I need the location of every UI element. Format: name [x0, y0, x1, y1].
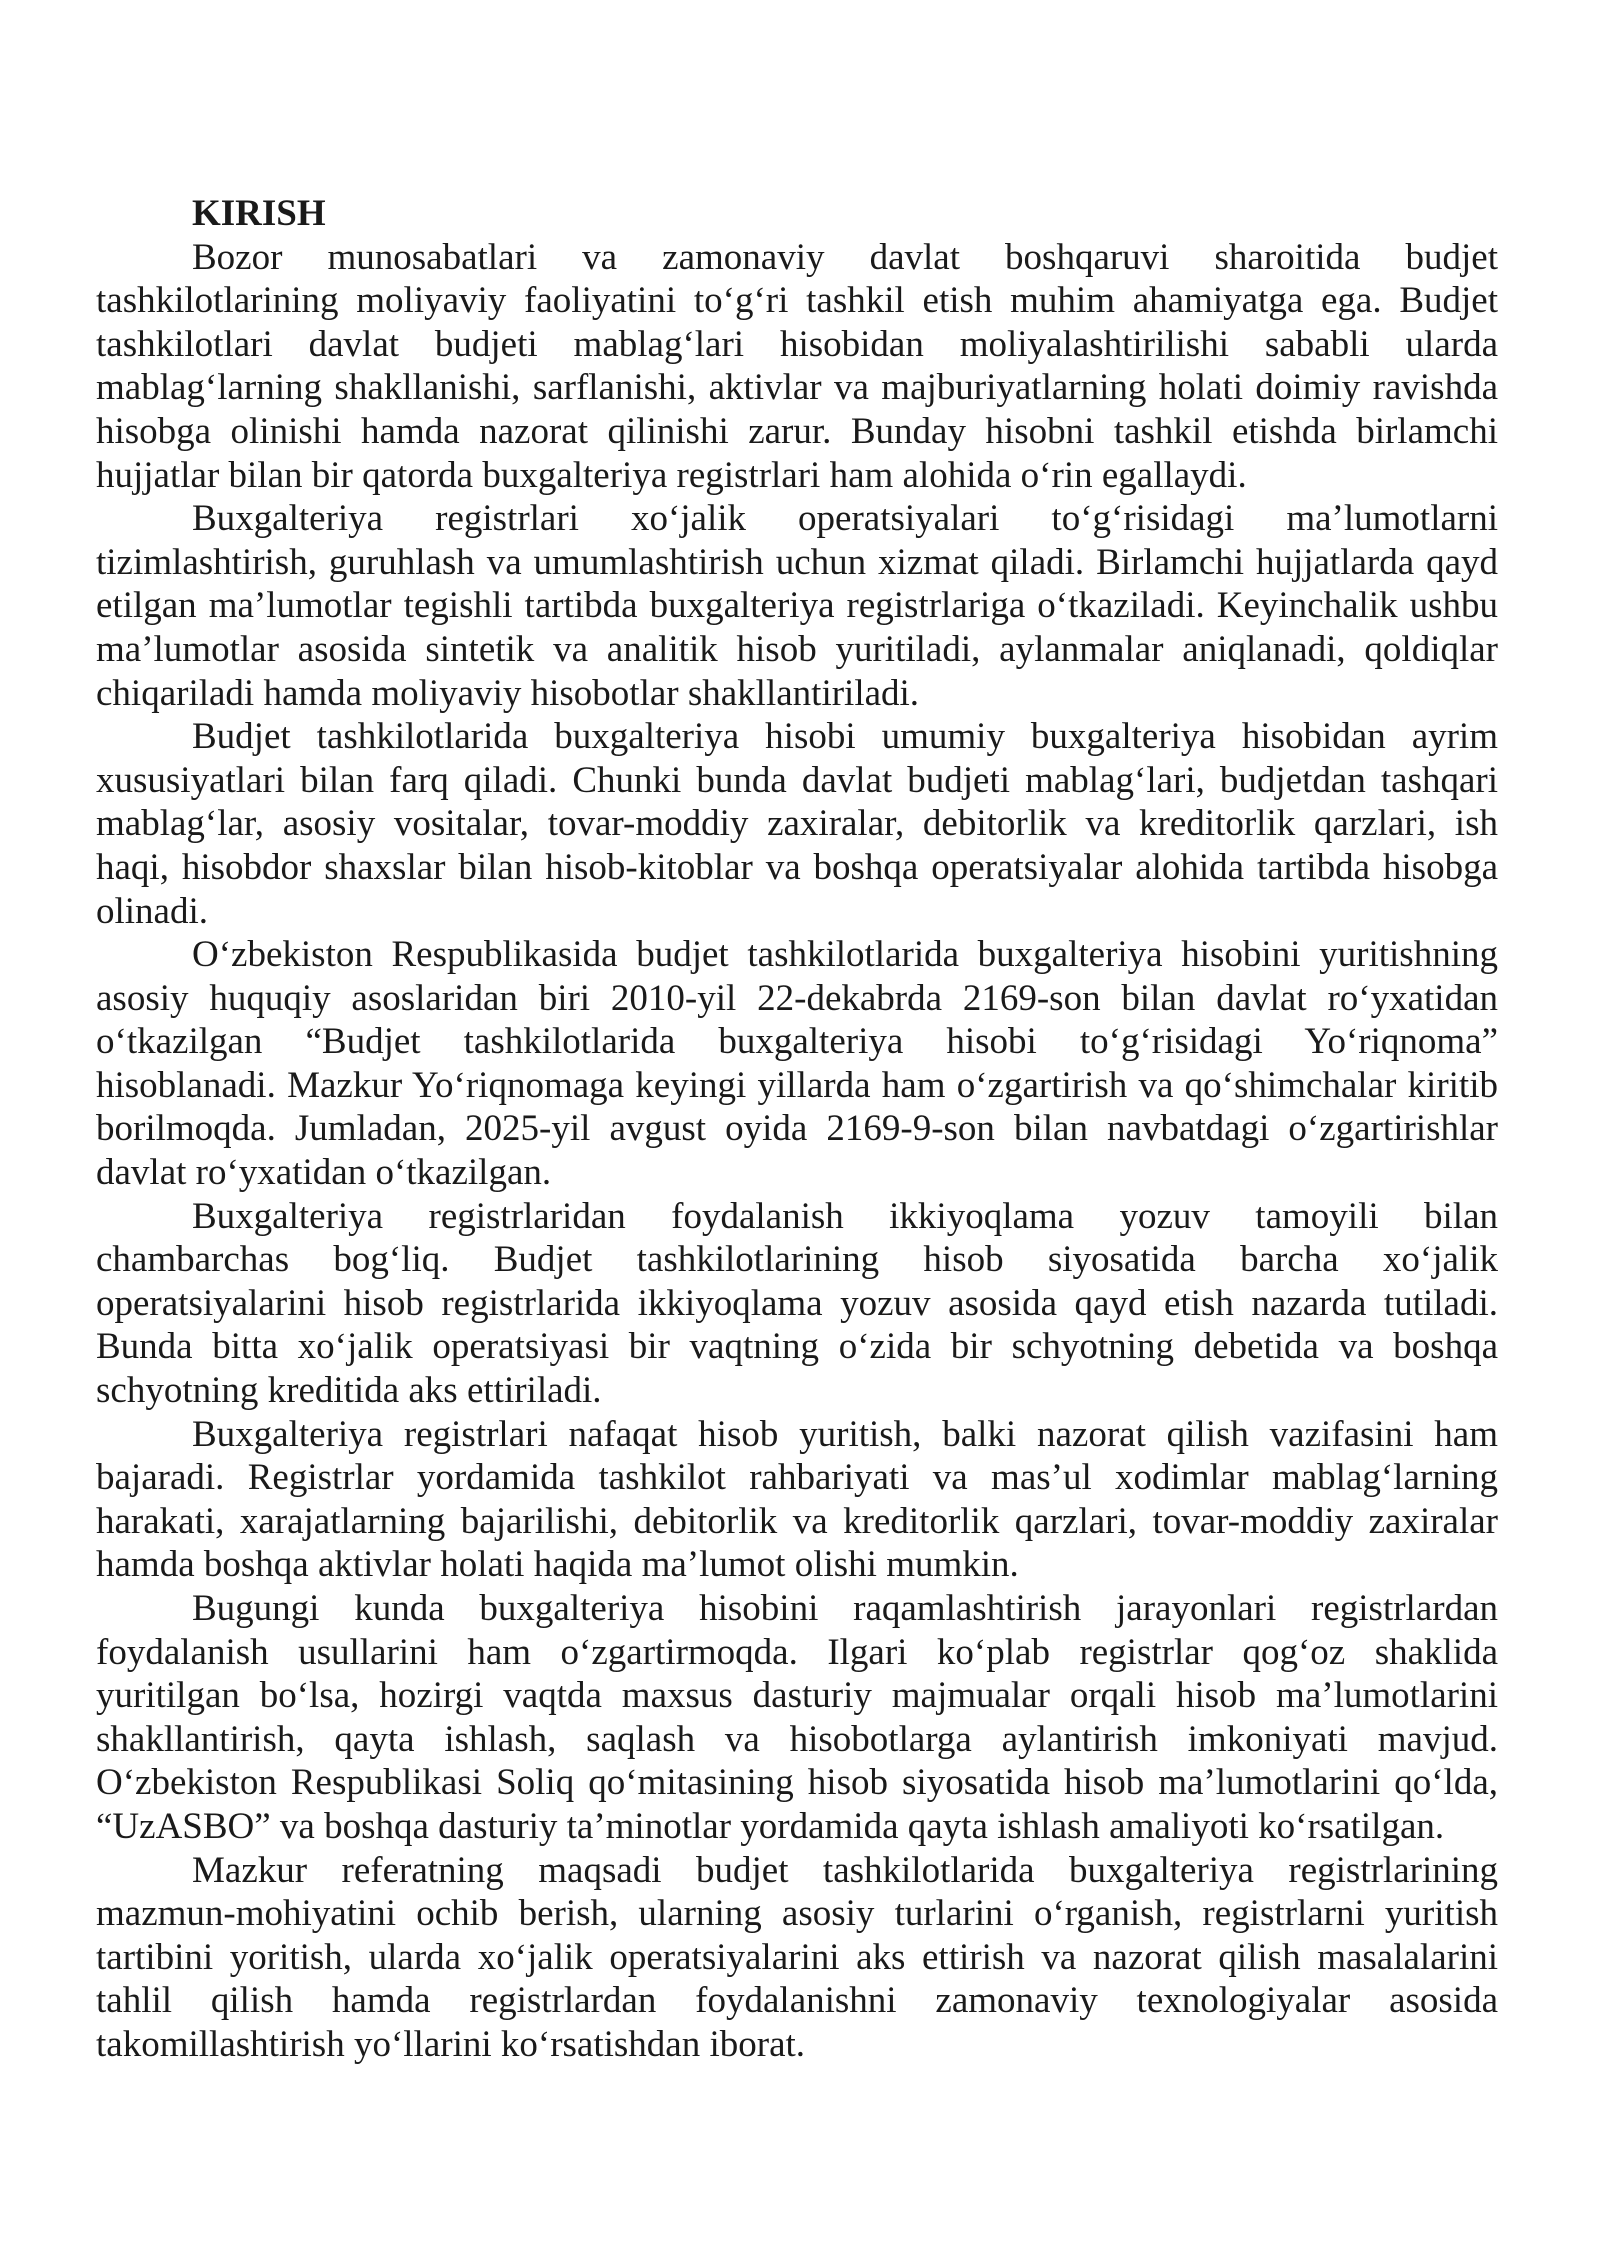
paragraph-line: foydalanish usullarini ham o‘zgartirmoqda. Ilgari ko‘plab registrlar qog‘oz shaklida: [96, 1631, 1498, 1673]
paragraph-3: [96, 715, 1498, 933]
paragraph-line: tashkilotlari davlat budjeti mablag‘lari hisobidan moliyalashtirilishi sababli ularda: [96, 323, 1498, 365]
paragraph-line: davlat ro‘yxatidan o‘tkazilgan.: [96, 1152, 552, 1194]
paragraph-line: asosiy huquqiy asoslaridan biri 2010-yil 22-dekabrda 2169-son bilan davlat ro‘yxatidan: [96, 977, 1498, 1019]
paragraph-line: Mazkur referatning maqsadi budjet tashkilotlarida buxgalteriya registrlarining: [192, 1849, 1498, 1891]
paragraph-line: xususiyatlari bilan farq qiladi. Chunki bunda davlat budjeti mablag‘lari, budjetdan tashqari: [96, 759, 1498, 801]
paragraph-line: chiqariladi hamda moliyaviy hisobotlar shakllantiriladi.: [96, 672, 920, 714]
paragraph-line: chambarchas bog‘liq. Budjet tashkilotlarining hisob siyosatida barcha xo‘jalik: [96, 1239, 1498, 1281]
paragraph-7: [96, 1587, 1498, 1849]
paragraph-line: borilmoqda. Jumladan, 2025-yil avgust oyida 2169-9-son bilan navbatdagi o‘zgartirishlar: [96, 1108, 1498, 1150]
paragraph-line: tartibini yoritish, ularda xo‘jalik operatsiyalarini aks ettirish va nazorat qilish masalalarini: [96, 1936, 1498, 1978]
paragraph-line: O‘zbekiston Respublikasi Soliq qo‘mitasining hisob siyosatida hisob ma’lumotlarini qo‘lda,: [96, 1762, 1498, 1804]
paragraph-line: hisoblanadi. Mazkur Yo‘riqnomaga keyingi yillarda ham o‘zgartirish va qo‘shimchalar kiritib: [96, 1064, 1498, 1106]
paragraph-2: [96, 497, 1498, 715]
paragraph-line: etilgan ma’lumotlar tegishli tartibda buxgalteriya registrlariga o‘tkaziladi. Keyinchalik ushbu: [96, 585, 1498, 627]
paragraph-line: Buxgalteriya registrlari nafaqat hisob yuritish, balki nazorat qilish vazifasini ham: [192, 1413, 1498, 1455]
paragraph-line: schyotning kreditida aks ettiriladi.: [96, 1370, 602, 1412]
paragraph-line: takomillashtirish yo‘llarini ko‘rsatishdan iborat.: [96, 2023, 806, 2065]
paragraph-line: Budjet tashkilotlarida buxgalteriya hisobi umumiy buxgalteriya hisobidan ayrim: [192, 716, 1498, 758]
paragraph-line: tahlil qilish hamda registrlardan foydalanishni zamonaviy texnologiyalar asosida: [96, 1980, 1498, 2022]
paragraph-line: bajaradi. Registrlar yordamida tashkilot rahbariyati va mas’ul xodimlar mablag‘larning: [96, 1457, 1498, 1499]
paragraph-line: tizimlashtirish, guruhlash va umumlashtirish uchun xizmat qiladi. Birlamchi hujjatlarda qayd: [96, 541, 1498, 583]
paragraph-line: olinadi.: [96, 890, 209, 932]
paragraph-line: hamda boshqa aktivlar holati haqida ma’lumot olishi mumkin.: [96, 1544, 1019, 1586]
paragraph-line: yuritilgan bo‘lsa, hozirgi vaqtda maxsus dasturiy majmualar orqali hisob ma’lumotlarini: [96, 1675, 1498, 1717]
paragraph-line: harakati, xarajatlarning bajarilishi, debitorlik va kreditorlik qarzlari, tovar-moddiy zaxiralar: [96, 1500, 1498, 1542]
paragraph-line: hisobga olinishi hamda nazorat qilinishi zarur. Bunday hisobni tashkil etishda birlamchi: [96, 410, 1498, 452]
paragraph-line: shakllantirish, qayta ishlash, saqlash va hisobotlarga aylantirish imkoniyati mavjud.: [96, 1718, 1498, 1760]
paragraph-line: “UzASBO” va boshqa dasturiy ta’minotlar yordamida qayta ishlash amaliyoti ko‘rsatilgan.: [96, 1805, 1445, 1847]
document-body: [96, 192, 1498, 2067]
paragraph-line: mazmun-mohiyatini ochib berish, ularning asosiy turlarini o‘rganish, registrlarni yuritish: [96, 1893, 1498, 1935]
paragraph-line: o‘tkazilgan “Budjet tashkilotlarida buxgalteriya hisobi to‘g‘risidagi Yo‘riqnoma”: [96, 1021, 1498, 1063]
paragraph-1: [96, 236, 1498, 498]
paragraph-4: [96, 933, 1498, 1195]
paragraph-line: hujjatlar bilan bir qatorda buxgalteriya registrlari ham alohida o‘rin egallaydi.: [96, 454, 1247, 496]
paragraph-line: operatsiyalarini hisob registrlarida ikkiyoqlama yozuv asosida qayd etish nazarda tutiladi.: [96, 1282, 1498, 1324]
paragraph-line: tashkilotlarining moliyaviy faoliyatini to‘g‘ri tashkil etish muhim ahamiyatga ega. Budjet: [96, 280, 1498, 322]
paragraph-6: [96, 1413, 1498, 1587]
paragraph-line: haqi, hisobdor shaxslar bilan hisob-kitoblar va boshqa operatsiyalar alohida tartibda hisobga: [96, 846, 1498, 888]
paragraph-8: [96, 1849, 1498, 2067]
paragraph-5: [96, 1195, 1498, 1413]
paragraph-line: mablag‘larning shakllanishi, sarflanishi, aktivlar va majburiyatlarning holati doimiy ravishda: [96, 367, 1498, 409]
paragraph-line: Buxgalteriya registrlari xo‘jalik operatsiyalari to‘g‘risidagi ma’lumotlarni: [192, 498, 1498, 540]
paragraph-line: Bugungi kunda buxgalteriya hisobini raqamlashtirish jarayonlari registrlardan: [192, 1588, 1498, 1629]
section-heading: KIRISH: [192, 193, 326, 234]
paragraph-line: O‘zbekiston Respublikasida budjet tashkilotlarida buxgalteriya hisobini yuritishning: [192, 934, 1498, 976]
paragraph-line: Bozor munosabatlari va zamonaviy davlat boshqaruvi sharoitida budjet: [192, 236, 1498, 278]
paragraph-line: mablag‘lar, asosiy vositalar, tovar-moddiy zaxiralar, debitorlik va kreditorlik qarzlari, ish: [96, 803, 1498, 845]
paragraph-line: Bunda bitta xo‘jalik operatsiyasi bir vaqtning o‘zida bir schyotning debetida va boshqa: [96, 1326, 1498, 1368]
paragraph-line: Buxgalteriya registrlaridan foydalanish ikkiyoqlama yozuv tamoyili bilan: [192, 1195, 1498, 1237]
paragraph-line: ma’lumotlar asosida sintetik va analitik hisob yuritiladi, aylanmalar aniqlanadi, qoldiqlar: [96, 628, 1498, 670]
